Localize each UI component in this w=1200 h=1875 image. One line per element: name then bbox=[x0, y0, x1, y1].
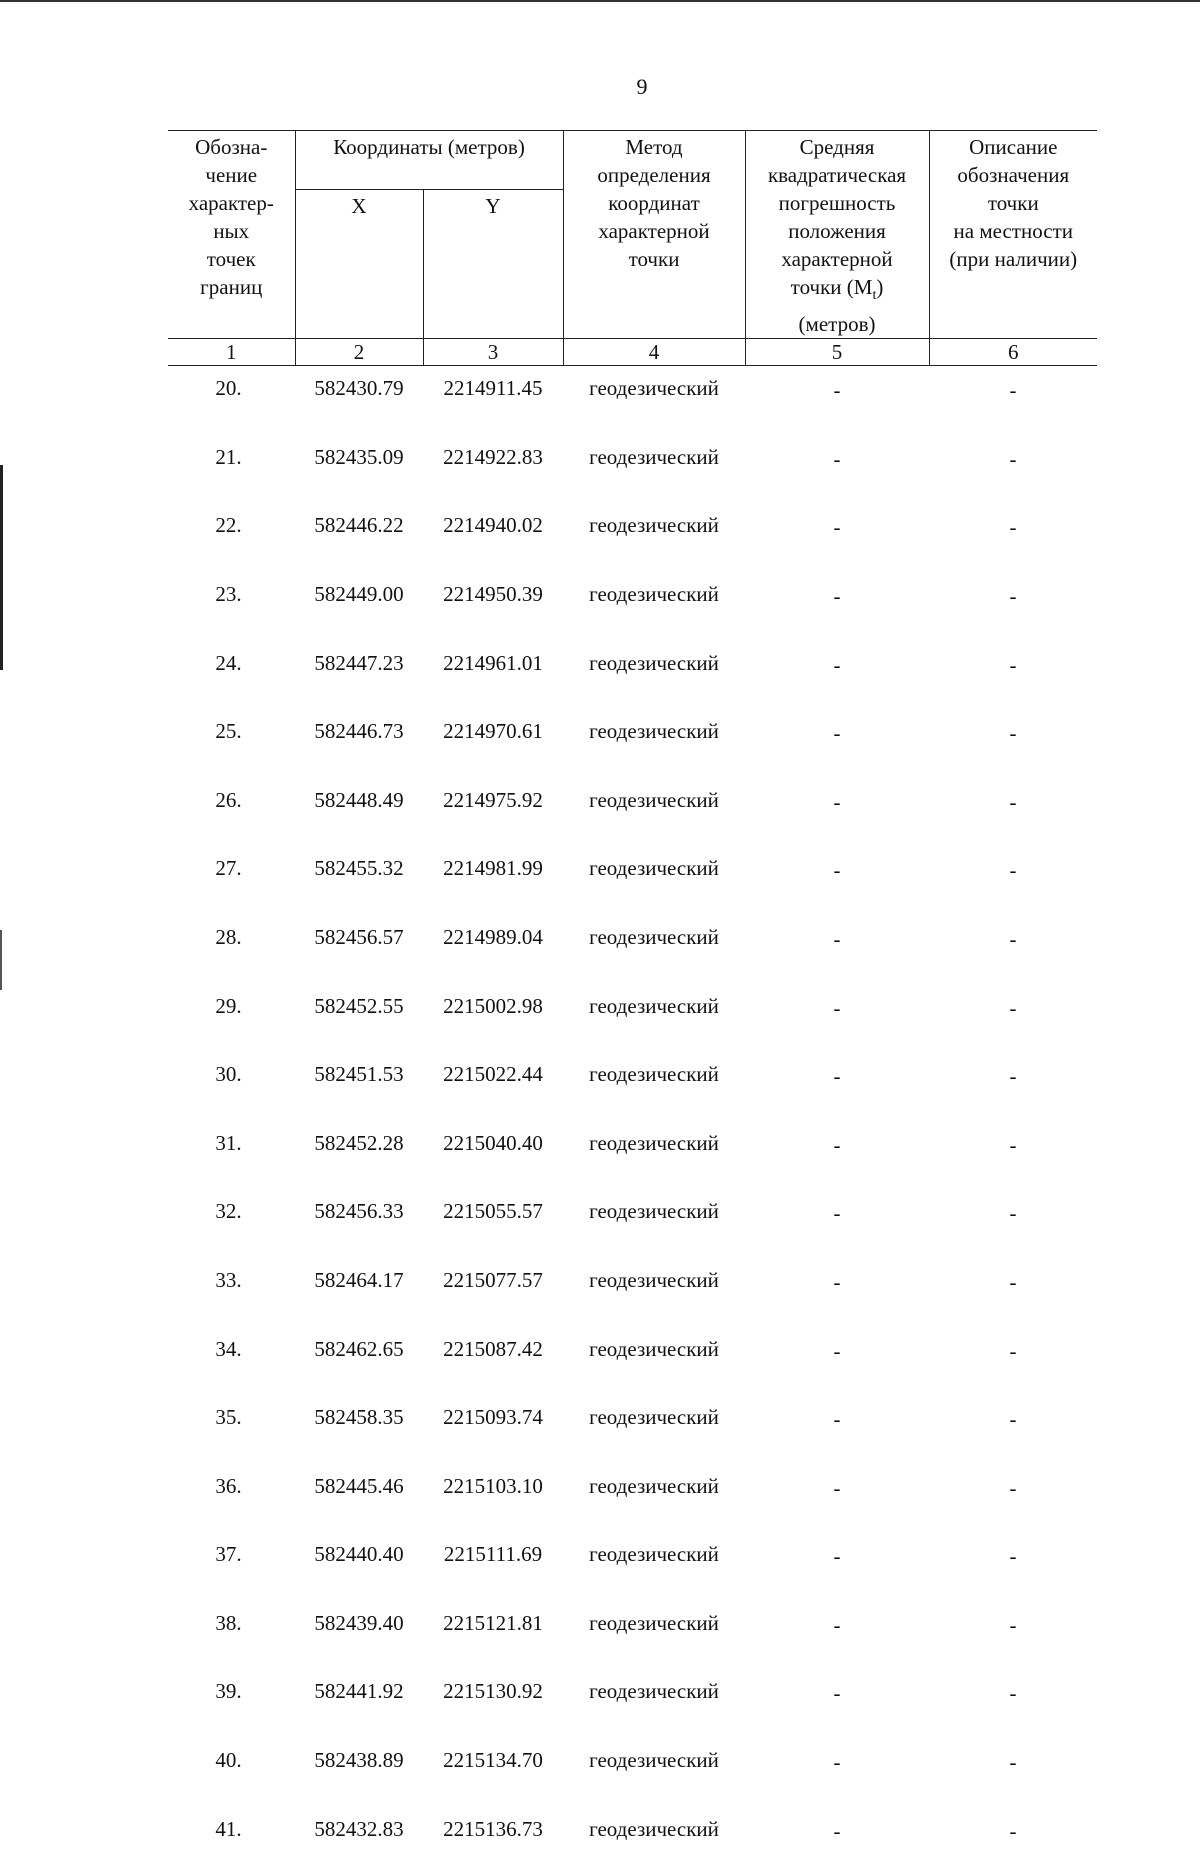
method-cell: геодезический bbox=[589, 924, 719, 949]
method-cell: геодезический bbox=[589, 1405, 719, 1430]
x-coordinate-cell: 582452.55 bbox=[314, 993, 404, 1018]
error-cell: - bbox=[833, 583, 841, 608]
method-cell: геодезический bbox=[589, 1062, 719, 1087]
x-coordinate-cell: 582446.73 bbox=[314, 719, 404, 744]
table-row bbox=[168, 709, 1097, 778]
point-number-cell: 30. bbox=[215, 1062, 242, 1087]
method-cell: геодезический bbox=[589, 1748, 719, 1773]
point-number-cell: 26. bbox=[215, 787, 242, 812]
table-row bbox=[168, 846, 1097, 915]
y-coordinate-cell: 2214961.01 bbox=[443, 650, 543, 675]
y-coordinate-cell: 2214981.99 bbox=[443, 856, 543, 881]
error-cell: - bbox=[833, 1681, 841, 1706]
description-cell: - bbox=[1009, 1338, 1017, 1363]
error-cell: - bbox=[833, 1407, 841, 1432]
point-number-cell: 39. bbox=[215, 1679, 242, 1704]
error-cell: - bbox=[833, 1818, 841, 1843]
error-cell: - bbox=[833, 1750, 841, 1775]
point-number-cell: 33. bbox=[215, 1267, 242, 1292]
column-number: 5 bbox=[745, 339, 929, 366]
column-numbers-row bbox=[168, 339, 1097, 366]
header-line: погрешность bbox=[778, 191, 896, 215]
table-row bbox=[168, 435, 1097, 504]
method-cell: геодезический bbox=[589, 719, 719, 744]
x-coordinate-cell: 582458.35 bbox=[314, 1405, 404, 1430]
point-number-cell: 41. bbox=[215, 1816, 242, 1841]
point-number-cell: 31. bbox=[215, 1130, 242, 1155]
header-line: Обозна- bbox=[195, 135, 268, 159]
table-row bbox=[168, 1258, 1097, 1327]
scan-edge-line bbox=[0, 0, 1200, 2]
method-cell: геодезический bbox=[589, 1542, 719, 1567]
description-cell: - bbox=[1009, 1612, 1017, 1637]
table-body bbox=[168, 366, 1097, 1875]
description-cell: - bbox=[1009, 378, 1017, 403]
point-number-cell: 24. bbox=[215, 650, 242, 675]
error-cell: - bbox=[833, 515, 841, 540]
table-row bbox=[168, 1121, 1097, 1190]
header-fragment: ) bbox=[876, 275, 884, 299]
table-row bbox=[168, 1395, 1097, 1464]
error-cell: - bbox=[833, 1269, 841, 1294]
x-coordinate-cell: 582445.46 bbox=[314, 1473, 404, 1498]
x-coordinate-cell: 582440.40 bbox=[314, 1542, 404, 1567]
header-row bbox=[168, 131, 1097, 190]
header-line: точки bbox=[987, 191, 1039, 215]
y-coordinate-cell: 2215103.10 bbox=[443, 1473, 543, 1498]
x-coordinate-cell: 582455.32 bbox=[314, 856, 404, 881]
header-y: Y bbox=[423, 190, 563, 339]
method-cell: геодезический bbox=[589, 1267, 719, 1292]
y-coordinate-cell: 2215077.57 bbox=[443, 1267, 543, 1292]
point-number-cell: 25. bbox=[215, 719, 242, 744]
y-coordinate-cell: 2215136.73 bbox=[443, 1816, 543, 1841]
table-row bbox=[168, 572, 1097, 641]
column-number: 4 bbox=[563, 339, 745, 366]
error-cell: - bbox=[833, 378, 841, 403]
table-row bbox=[168, 1601, 1097, 1670]
y-coordinate-cell: 2215087.42 bbox=[443, 1336, 543, 1361]
x-coordinate-cell: 582449.00 bbox=[314, 581, 404, 606]
method-cell: геодезический bbox=[589, 1473, 719, 1498]
point-number-cell: 23. bbox=[215, 581, 242, 606]
point-number-cell: 36. bbox=[215, 1473, 242, 1498]
point-number-cell: 29. bbox=[215, 993, 242, 1018]
table-row bbox=[168, 1669, 1097, 1738]
table-row bbox=[168, 984, 1097, 1053]
y-coordinate-cell: 2215002.98 bbox=[443, 993, 543, 1018]
description-cell: - bbox=[1009, 583, 1017, 608]
y-coordinate-cell: 2215134.70 bbox=[443, 1748, 543, 1773]
header-line: Средняя bbox=[799, 135, 875, 159]
y-coordinate-cell: 2214989.04 bbox=[443, 924, 543, 949]
point-number-cell: 35. bbox=[215, 1405, 242, 1430]
header-line: точек bbox=[206, 247, 256, 271]
header-line: обозначения bbox=[957, 163, 1070, 187]
point-number-cell: 20. bbox=[215, 376, 242, 401]
x-coordinate-cell: 582448.49 bbox=[314, 787, 404, 812]
page-number: 9 bbox=[636, 74, 648, 99]
method-cell: геодезический bbox=[589, 993, 719, 1018]
coordinates-table bbox=[168, 130, 1097, 1875]
error-cell: - bbox=[833, 1475, 841, 1500]
header-description bbox=[929, 131, 1097, 339]
description-cell: - bbox=[1009, 926, 1017, 951]
table-row bbox=[168, 1052, 1097, 1121]
header-line: (при наличии) bbox=[949, 247, 1078, 271]
x-coordinate-cell: 582456.33 bbox=[314, 1199, 404, 1224]
point-number-cell: 37. bbox=[215, 1542, 242, 1567]
table-row bbox=[168, 1532, 1097, 1601]
description-cell: - bbox=[1009, 1681, 1017, 1706]
scan-edge-mark bbox=[0, 930, 2, 990]
x-coordinate-cell: 582432.83 bbox=[314, 1816, 404, 1841]
header-line: Метод bbox=[625, 135, 683, 159]
description-cell: - bbox=[1009, 515, 1017, 540]
header-line: характерной bbox=[598, 219, 710, 243]
error-cell: - bbox=[833, 1338, 841, 1363]
table-row bbox=[168, 366, 1097, 435]
error-cell: - bbox=[833, 995, 841, 1020]
error-cell: - bbox=[833, 652, 841, 677]
y-coordinate-cell: 2214970.61 bbox=[443, 719, 543, 744]
description-cell: - bbox=[1009, 789, 1017, 814]
error-cell: - bbox=[833, 858, 841, 883]
header-line: координат bbox=[608, 191, 700, 215]
column-number: 1 bbox=[168, 339, 295, 366]
method-cell: геодезический bbox=[589, 581, 719, 606]
column-number: 6 bbox=[929, 339, 1097, 366]
header-line: характерной bbox=[781, 247, 893, 271]
x-coordinate-cell: 582430.79 bbox=[314, 376, 404, 401]
description-cell: - bbox=[1009, 1750, 1017, 1775]
point-number-cell: 27. bbox=[215, 856, 242, 881]
point-number-cell: 21. bbox=[215, 444, 242, 469]
header-line: ных bbox=[213, 219, 250, 243]
description-cell: - bbox=[1009, 1201, 1017, 1226]
method-cell: геодезический bbox=[589, 1816, 719, 1841]
description-cell: - bbox=[1009, 652, 1017, 677]
x-coordinate-cell: 582456.57 bbox=[314, 924, 404, 949]
header-line: чение bbox=[205, 163, 258, 187]
table-row bbox=[168, 1807, 1097, 1875]
x-coordinate-cell: 582447.23 bbox=[314, 650, 404, 675]
header-line: определения bbox=[597, 163, 711, 187]
x-coordinate-cell: 582438.89 bbox=[314, 1748, 404, 1773]
point-number-cell: 28. bbox=[215, 924, 242, 949]
description-cell: - bbox=[1009, 1407, 1017, 1432]
header-line: характер- bbox=[188, 191, 274, 215]
header-line bbox=[748, 273, 927, 310]
error-cell: - bbox=[833, 1132, 841, 1157]
error-cell: - bbox=[833, 721, 841, 746]
x-coordinate-cell: 582446.22 bbox=[314, 513, 404, 538]
description-cell: - bbox=[1009, 1818, 1017, 1843]
description-cell: - bbox=[1009, 721, 1017, 746]
header-mean-square-error bbox=[745, 131, 929, 339]
description-cell: - bbox=[1009, 1544, 1017, 1569]
y-coordinate-cell: 2215022.44 bbox=[443, 1062, 543, 1087]
point-number-cell: 32. bbox=[215, 1199, 242, 1224]
y-coordinate-cell: 2214975.92 bbox=[443, 787, 543, 812]
x-coordinate-cell: 582441.92 bbox=[314, 1679, 404, 1704]
y-coordinate-cell: 2214940.02 bbox=[443, 513, 543, 538]
y-coordinate-cell: 2215121.81 bbox=[443, 1610, 543, 1635]
error-cell: - bbox=[833, 1544, 841, 1569]
table-row bbox=[168, 915, 1097, 984]
point-number-cell: 34. bbox=[215, 1336, 242, 1361]
header-point-designation bbox=[168, 131, 295, 339]
header-line: на местности bbox=[953, 219, 1073, 243]
header-fragment: точки (M bbox=[790, 275, 873, 299]
method-cell: геодезический bbox=[589, 1130, 719, 1155]
method-cell: геодезический bbox=[589, 1610, 719, 1635]
table-row bbox=[168, 1464, 1097, 1533]
description-cell: - bbox=[1009, 1475, 1017, 1500]
column-number: 2 bbox=[295, 339, 423, 366]
error-cell: - bbox=[833, 1064, 841, 1089]
method-cell: геодезический bbox=[589, 513, 719, 538]
description-cell: - bbox=[1009, 446, 1017, 471]
header-line: квадратическая bbox=[767, 163, 907, 187]
error-cell: - bbox=[833, 1612, 841, 1637]
description-cell: - bbox=[1009, 1064, 1017, 1089]
table-row bbox=[168, 1327, 1097, 1396]
y-coordinate-cell: 2215111.69 bbox=[443, 1542, 543, 1567]
header-coordinates: Координаты (метров) bbox=[295, 131, 563, 190]
description-cell: - bbox=[1009, 858, 1017, 883]
method-cell: геодезический bbox=[589, 856, 719, 881]
description-cell: - bbox=[1009, 1132, 1017, 1157]
method-cell: геодезический bbox=[589, 1336, 719, 1361]
x-coordinate-cell: 582439.40 bbox=[314, 1610, 404, 1635]
x-coordinate-cell: 582462.65 bbox=[314, 1336, 404, 1361]
table-row bbox=[168, 1189, 1097, 1258]
table-row bbox=[168, 641, 1097, 710]
header-x: X bbox=[295, 190, 423, 339]
method-cell: геодезический bbox=[589, 444, 719, 469]
method-cell: геодезический bbox=[589, 650, 719, 675]
header-line: Описание bbox=[969, 135, 1058, 159]
scan-edge-mark bbox=[0, 465, 3, 670]
error-cell: - bbox=[833, 926, 841, 951]
y-coordinate-cell: 2214922.83 bbox=[443, 444, 543, 469]
x-coordinate-cell: 582452.28 bbox=[314, 1130, 404, 1155]
y-coordinate-cell: 2214911.45 bbox=[443, 376, 543, 401]
point-number-cell: 38. bbox=[215, 1610, 242, 1635]
description-cell: - bbox=[1009, 1269, 1017, 1294]
header-subscript: t bbox=[872, 288, 877, 304]
header-method bbox=[563, 131, 745, 339]
y-coordinate-cell: 2215130.92 bbox=[443, 1679, 543, 1704]
error-cell: - bbox=[833, 789, 841, 814]
description-cell: - bbox=[1009, 995, 1017, 1020]
method-cell: геодезический bbox=[589, 1679, 719, 1704]
y-coordinate-cell: 2215040.40 bbox=[443, 1130, 543, 1155]
error-cell: - bbox=[833, 446, 841, 471]
header-line: точки bbox=[628, 247, 680, 271]
header-line: (метров) bbox=[798, 312, 876, 337]
table-row bbox=[168, 1738, 1097, 1807]
method-cell: геодезический bbox=[589, 376, 719, 401]
x-coordinate-cell: 582435.09 bbox=[314, 444, 404, 469]
method-cell: геодезический bbox=[589, 787, 719, 812]
header-line: положения bbox=[788, 219, 886, 243]
y-coordinate-cell: 2215093.74 bbox=[443, 1405, 543, 1430]
x-coordinate-cell: 582464.17 bbox=[314, 1267, 404, 1292]
y-coordinate-cell: 2214950.39 bbox=[443, 581, 543, 606]
header-line: границ bbox=[200, 275, 263, 299]
method-cell: геодезический bbox=[589, 1199, 719, 1224]
column-number: 3 bbox=[423, 339, 563, 366]
point-number-cell: 22. bbox=[215, 513, 242, 538]
point-number-cell: 40. bbox=[215, 1748, 242, 1773]
table-row bbox=[168, 778, 1097, 847]
error-cell: - bbox=[833, 1201, 841, 1226]
y-coordinate-cell: 2215055.57 bbox=[443, 1199, 543, 1224]
table-row bbox=[168, 503, 1097, 572]
x-coordinate-cell: 582451.53 bbox=[314, 1062, 404, 1087]
